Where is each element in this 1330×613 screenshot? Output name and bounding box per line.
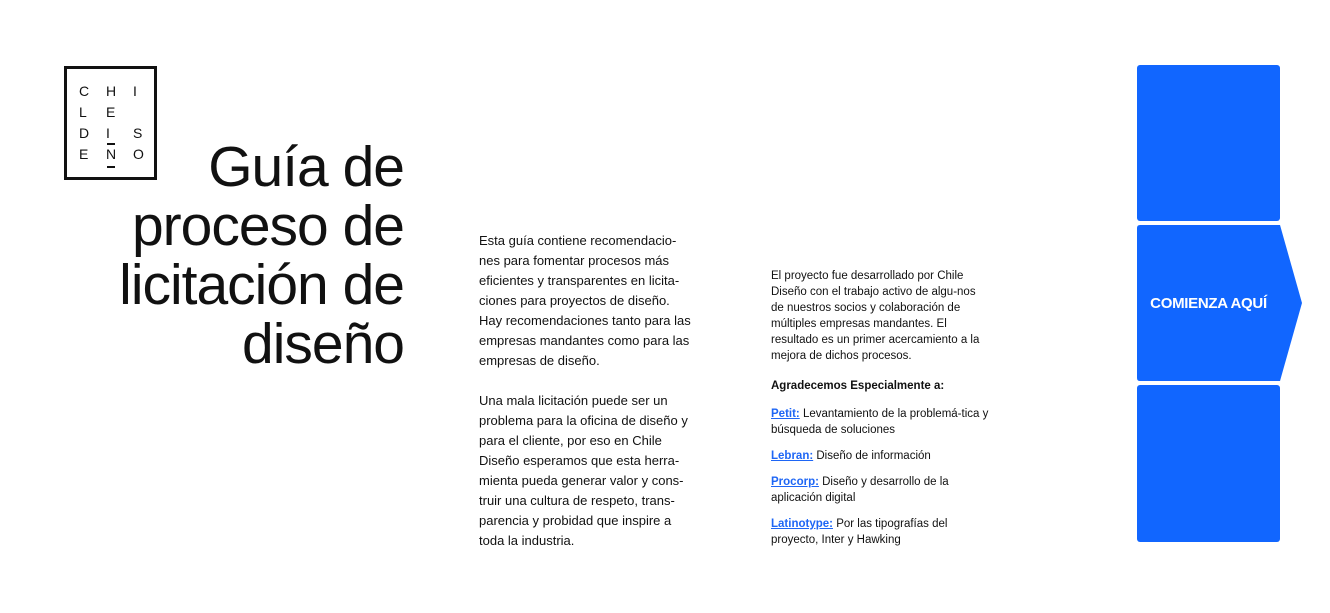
logo-letter: O <box>133 146 144 162</box>
intro-text <box>479 231 693 571</box>
start-button[interactable] <box>1137 225 1304 381</box>
title-line: Guía de <box>208 135 404 199</box>
start-button-label[interactable]: COMIENZA AQUÍ <box>1150 294 1267 312</box>
page-title <box>44 135 404 376</box>
logo-letter: D <box>79 125 90 141</box>
partner-item <box>771 474 991 506</box>
title-line: proceso de <box>131 194 404 258</box>
partner-item <box>771 516 991 548</box>
logo-letter: S <box>133 125 143 141</box>
partner-item <box>771 406 991 438</box>
intro-paragraph-2: Una mala licitación puede ser un problema para la oficina de diseño y para el cliente, por eso en Chile Diseño esperamos que esta herra-mienta pueda generar valor y cons-truir una cultura de respeto, trans-parencia y probidad que inspire a toda la industria. <box>479 393 688 548</box>
credits-intro: El proyecto fue desarrollado por Chile Diseño con el trabajo activo de algu-nos de nuestros socios y colaboración de múltiples empresas mandantes. El resultado es un primer acercamiento a la mejora de dichos procesos. <box>771 270 980 362</box>
partner-item <box>771 448 991 464</box>
credits-section <box>771 268 991 558</box>
logo-letter: E <box>79 146 89 162</box>
logo-letter: H <box>106 83 117 99</box>
thanks-heading: Agradecemos Especialmente a: <box>771 380 945 392</box>
logo-letter: C <box>79 83 90 99</box>
logo-letter-tilde: N <box>106 144 133 165</box>
nav-block-bottom <box>1137 385 1280 542</box>
title-line: licitación de <box>119 253 404 317</box>
partner-link-petit[interactable]: Petit: <box>771 408 800 420</box>
logo-letter <box>133 102 160 123</box>
logo-letter: L <box>79 104 87 120</box>
partner-desc: Diseño y desarrollo de la aplicación digital <box>771 476 949 504</box>
nav-block-top <box>1137 65 1280 221</box>
logo-letter: I <box>106 125 110 141</box>
intro-paragraph-1: Esta guía contiene recomendacio-nes para fomentar procesos más eficientes y transparentes en licita-ciones para proyectos de diseño. Hay recomendaciones tanto para las empresas mandantes como para las empresas de diseño. <box>479 233 691 368</box>
partner-link-procorp[interactable]: Procorp: <box>771 476 819 488</box>
partner-link-latinotype[interactable]: Latinotype: <box>771 518 833 530</box>
title-line: diseño <box>242 312 404 376</box>
logo-letter: E <box>106 104 116 120</box>
partner-desc: Diseño de información <box>816 450 931 462</box>
partner-link-lebran[interactable]: Lebran: <box>771 450 814 462</box>
partner-desc: Levantamiento de la problemá-tica y búsqueda de soluciones <box>771 408 989 436</box>
logo-letter: I <box>133 83 137 99</box>
partner-desc: Por las tipografías del proyecto, Inter y Hawking <box>771 518 948 546</box>
